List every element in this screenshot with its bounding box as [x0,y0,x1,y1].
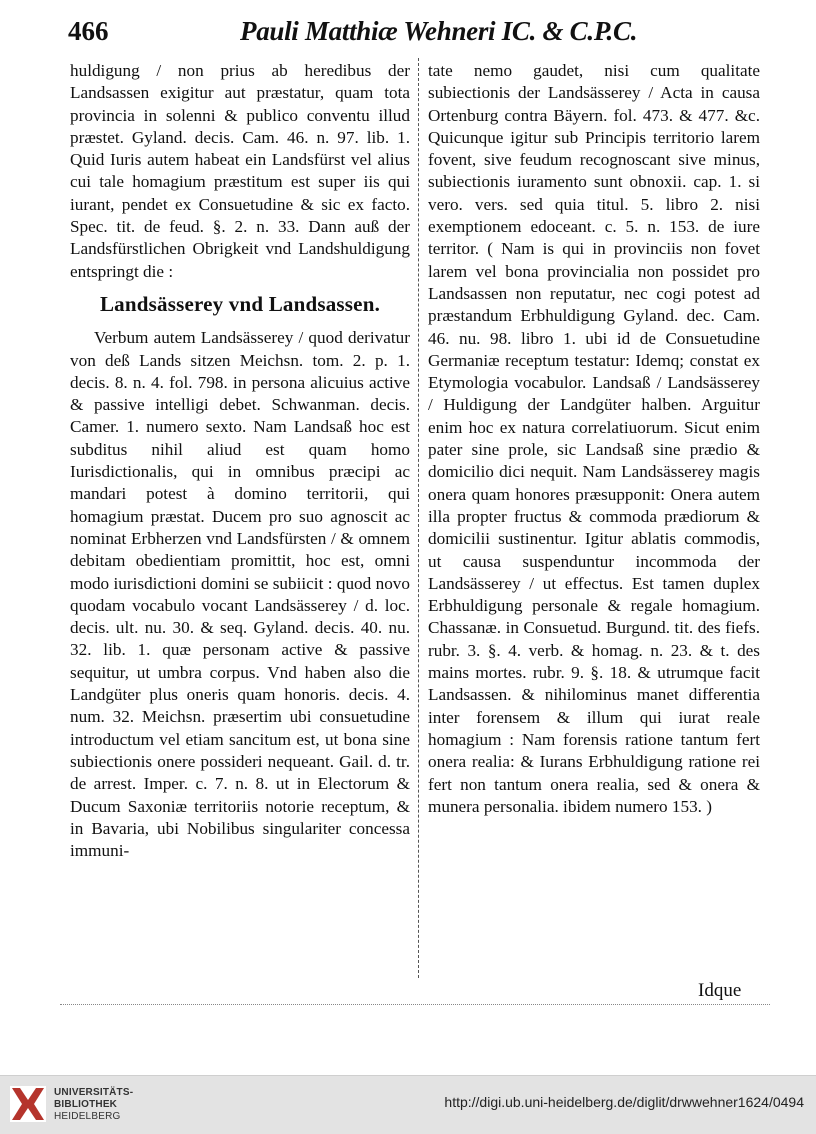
page-number: 466 [68,16,109,46]
logo-line-1: UNIVERSITÄTS- [54,1087,134,1098]
left-column [70,60,410,980]
viewer-footer [0,1075,816,1134]
section-heading: Landsässerey vnd Landsassen. [99,291,381,316]
right-column-paragraph: tate nemo gaudet, nisi cum qualitate subiectionis der Landsässerey / Acta in causa Ortenburg contra Bäyern. fol. 473. & 477. &c. Quicunque igitur sub Principis territorio larem fovent, sive feudum recognoscant sive minus, subiectionis iuramento sunt obnoxii. cap. 1. si vero. vers. sed quia titul. 5. libro 2. nisi exemptionem edoceant. c. 5. n. 153. de iure territor. ( Nam is qui in provinciis non fovet larem vel bona provincialia non possidet pro Landsassen non reputatur, nec cogi potest ad præstandum Erbhuldigung Gyland. dec. Cam. 46. nu. 98. libro 1. ubi id de Consuetudine Germaniæ receptum testatur: Idemq; constat ex Etymologia vocabulor. Landsaß / Landsässerey / Huldigung der Landgüter halben. Arguitur enim hoc ex natura correlatiuorum. Sicut enim pater sine prole, sic Landsaß sine prædio & domicilio dici nequit. Nam Landsässerey magis onera quam honores præsupponit: Onera autem illa propter fructus & commoda prædiorum & domicilii sustinentur. Igitur ablatis commodis, ut causa suspenduntur incommoda der Landsässerey / ut effectus. Est tamen duplex Erbhuldigung personale & regale homagium. Chassanæ. in Consuetud. Burgund. tit. des fiefs. rubr. 3. §. 4. verb. & homag. n. 23. & t. des mains mortes. rubr. 9. §. 18. & utrumque facit Landsassen. & nihilominus manet differentia inter forensem & illum qui iurat reale homagium : Nam forensis ratione tantum fert onera realia: & Iurans Erbhuldigung ratione rei fert non tantum onera realia, sed & onera & munera personalia. ibidem numero 153. ) [428,61,760,816]
logo-line-2: BIBLIOTHEK [54,1099,118,1110]
running-head: Pauli Matthiæ Wehneri IC. & C.P.C. [240,16,638,46]
scan-edge-line [60,1004,770,1005]
university-library-logo[interactable] [8,1084,158,1126]
column-divider [418,58,419,978]
catchword: Idque [698,980,742,1001]
right-column [428,60,760,980]
permalink-url[interactable]: http://digi.ub.uni-heidelberg.de/diglit/drwwehner1624/0494 [444,1094,804,1110]
left-main-paragraph: Verbum autem Landsässerey / quod derivatur von deß Lands sitzen Meichsn. tom. 2. p. 1. decis. 8. n. 4. fol. 798. in persona alicuius active & passive intelligi debet. Schwanman. decis. Camer. 1. numero sexto. Nam Landsaß hoc est subditus nihil aliud est quam homo Iurisdictionalis, qui in omnibus præcipi ac mandari potest à domino territorii, qui homagium præstat. Ducem pro suo agnoscit ac nominat Erbherzen vnd Landsfürsten / & omnem debitam obedientiam promittit, hoc est, omni modo iurisdictioni domini se subiicit : quod novo quodam vocabulo vocant Landsässerey / d. loc. decis. ult. nu. 30. & seq. Gyland. decis. 40. nu. 32. lib. 1. quæ personam active & passive sequitur, ut umbra corpus. Vnd haben also die Landgüter plus oneris quam honoris. decis. 4. num. 32. Meichsn. præsertim ubi consuetudine introductum vel etiam sancitum est, ut bona sine subiectionis onere possideri nequeant. Gail. d. tr. de arrest. Imper. c. 7. n. 8. ut in Electorum & Ducum Saxoniæ territoriis notorie receptum, & in Bavaria, ubi Nobilibus singulariter concessa immuni- [70,328,410,861]
page-header [68,16,768,56]
logo-line-3: HEIDELBERG [54,1111,121,1122]
left-intro-paragraph: huldigung / non prius ab heredibus der Landsassen exigitur aut præstatur, quam tota provincia in solenni & publico conventu illud præstet. Gyland. decis. Cam. 46. n. 97. lib. 1. Quid Iuris autem habeat ein Landsfürst vel alius cui tale homagium præstitum est super iis qui iurant, pendet ex Consuetudine & sic ex facto. Spec. tit. de feud. §. 2. n. 33. Dann auß der Landsfürstlichen Obrigkeit vnd Landshuldigung entspringt die : [70,61,410,281]
logo-text [54,1087,133,1123]
library-emblem-icon [8,1084,48,1124]
